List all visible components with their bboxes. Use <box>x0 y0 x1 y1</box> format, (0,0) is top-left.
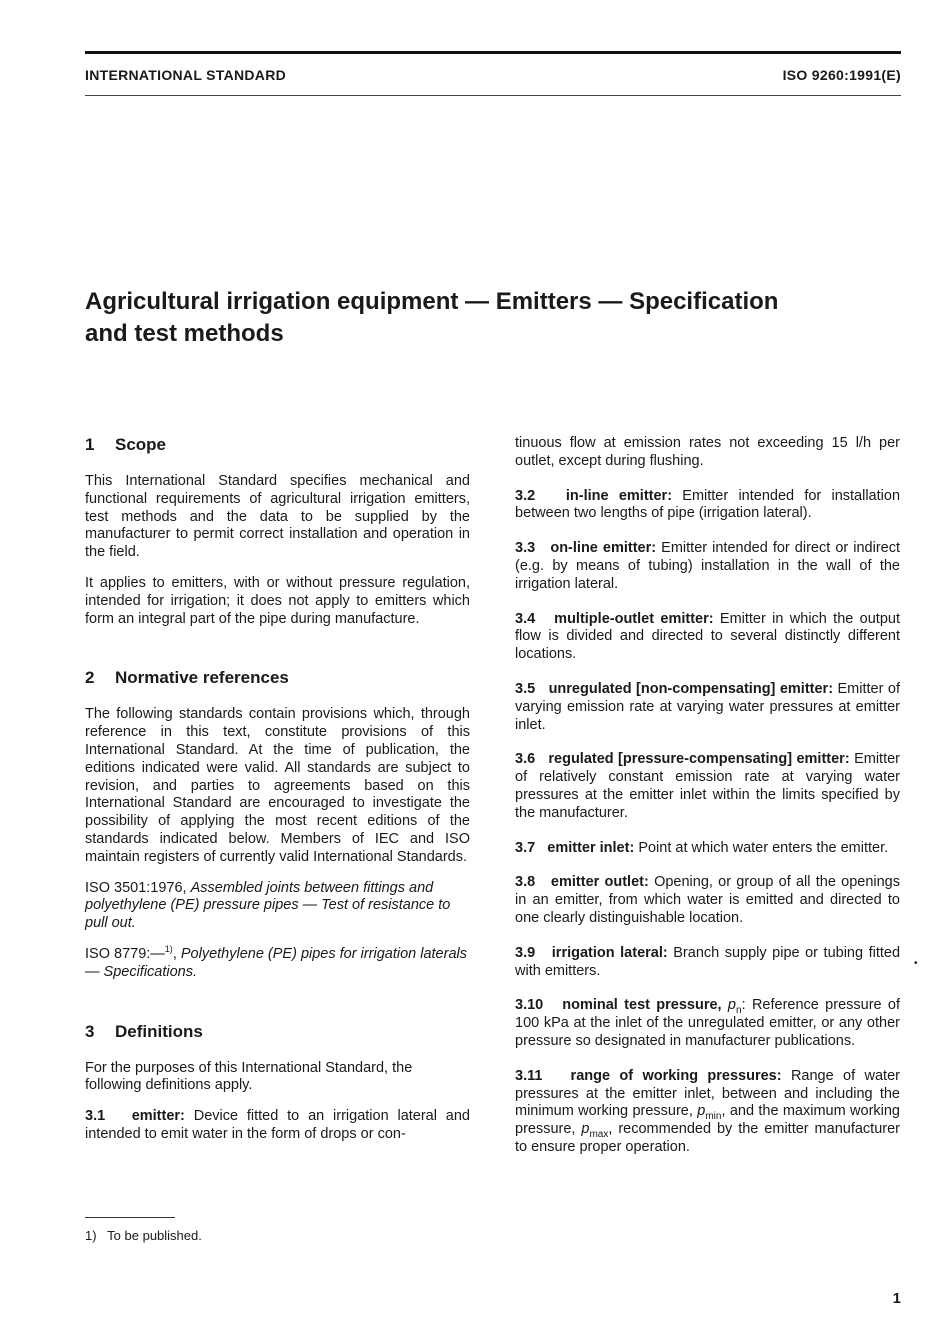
section-heading-normative-references: 2 Normative references <box>85 668 289 688</box>
scope-paragraph-1: This International Standard specifies mechanical and functional requirements of agricultural irrigation emitters, test methods and the data to be supplied by the manufacturer to permit correct installation and operation in the field. <box>85 473 470 561</box>
left-column <box>85 435 470 1144</box>
right-column <box>515 435 900 1157</box>
definition-3-8: 3.8 emitter outlet: Opening, or group of all the openings in an emitter, from which water is emitted and directed to one clearly distinguishable location. <box>515 874 900 926</box>
section-heading-scope: 1 Scope <box>85 435 167 454</box>
document-title <box>85 286 865 350</box>
definition-3-2: 3.2 in-line emitter: Emitter intended for installation between two lengths of pipe (irrigation lateral). <box>515 487 901 522</box>
definition-3-1-continued: tinuous flow at emission rates not exceeding 15 l/h per outlet, except during flushing. <box>515 435 900 469</box>
definition-3-4: 3.4 multiple-outlet emitter: Emitter in which the output flow is divided and directed to several distinctly different locations. <box>515 610 900 663</box>
header-rule-thick <box>85 51 901 54</box>
definition-3-6: 3.6 regulated [pressure-compensating] emitter: Emitter of relatively constant emission rate at varying water pressures at the emitter inlet within the limits specified by the manufacturer. <box>515 751 900 821</box>
definition-3-7: 3.7 emitter inlet: Point at which water enters the emitter. <box>515 839 889 856</box>
header-rule-thin <box>85 95 901 96</box>
title-line-2: and test methods <box>85 320 284 347</box>
document-type-label: INTERNATIONAL STANDARD <box>85 67 287 83</box>
reference-iso-8779: ISO 8779:—$^{1)}$, Polyethylene (PE) pipes for irrigation laterals — Specifications. <box>85 944 467 980</box>
footnote-rule <box>85 1217 175 1218</box>
reference-iso-3501: ISO 3501:1976, Assembled joints between fittings and polyethylene (PE) pressure pipes — Test of resistance to pull out. <box>85 879 451 932</box>
definition-3-11: 3.11 range of working pressures: Range of water pressures at the emitter inlet, between and including the minimum working pressure, $p_{min}$, and the maximum working pressure, $p_{max}$, recommended by the emitter manufacturer to ensure proper operation. <box>515 1067 900 1155</box>
page-number: 1 <box>892 1290 901 1307</box>
normative-paragraph: The following standards contain provisions which, through reference in this text, constitute provisions of this International Standard. At the time of publication, the editions indicated were valid. All standards are subject to revision, and parties to agreements based on this International Standard are encouraged to investigate the possibility of applying the most recent editions of the standards indicated below. Members of IEC and ISO maintain registers of currently valid International Standards. <box>85 706 470 865</box>
definition-3-1: 3.1 emitter: Device fitted to an irrigation lateral and intended to emit water in the form of drops or con- <box>85 1108 470 1142</box>
scope-paragraph-2: It applies to emitters, with or without pressure regulation, intended for irrigation; it does not apply to emitters which form an integral part of the pipe during manufacture. <box>85 574 470 627</box>
definition-3-9: 3.9 irrigation lateral: Branch supply pipe or tubing fitted with emitters. <box>515 944 901 979</box>
title-line-1: Agricultural irrigation equipment — Emitters — Specification <box>85 288 779 315</box>
section-heading-definitions: 3 Definitions <box>85 1021 203 1041</box>
definition-3-10: 3.10 nominal test pressure, $p_n$: Reference pressure of 100 kPa at the inlet of the unregulated emitter, or any other pressure so designated in manufacturer publications. <box>515 997 901 1049</box>
margin-mark: • <box>914 958 918 969</box>
standard-number: ISO 9260:1991(E) <box>782 67 901 83</box>
footnote-ref: 1) <box>164 944 173 955</box>
definition-3-3: 3.3 on-line emitter: Emitter intended for direct or indirect (e.g. by means of tubing) installation in the wall of the irrigation lateral. <box>515 540 901 592</box>
definition-3-5: 3.5 unregulated [non-compensating] emitter: Emitter of varying emission rate at varying water pressures at emitter inlet. <box>515 680 900 733</box>
definitions-intro: For the purposes of this International Standard, the following definitions apply. <box>85 1059 413 1094</box>
footnote: 1) To be published. <box>85 1228 202 1243</box>
